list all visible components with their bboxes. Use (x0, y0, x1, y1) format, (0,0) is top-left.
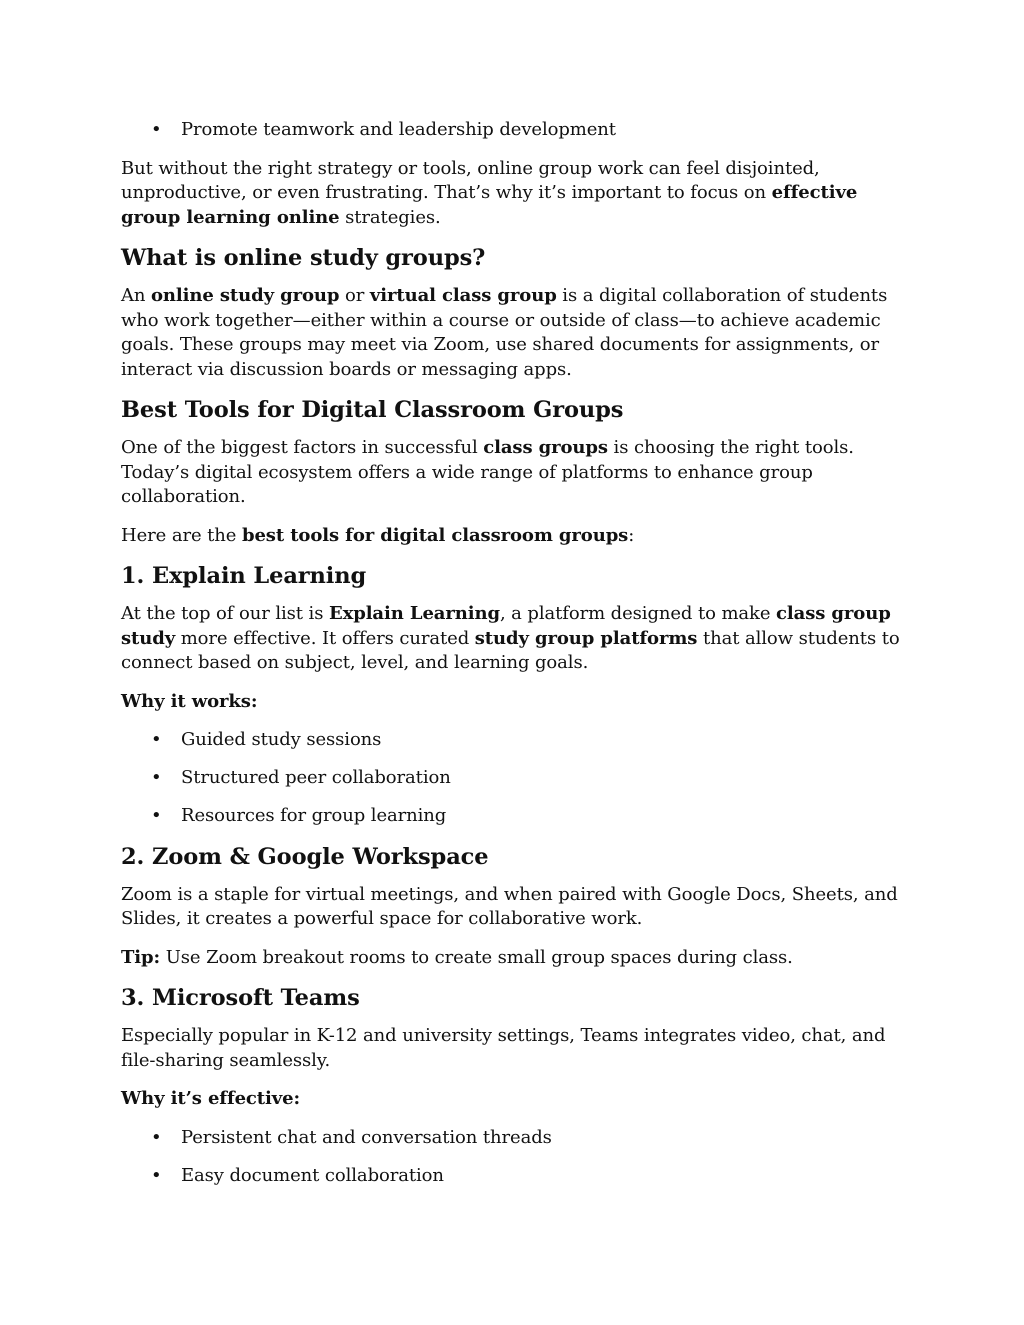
list-item: • Resources for group learning (121, 804, 901, 829)
zoom-paragraph: Zoom is a staple for virtual meetings, and when paired with Google Docs, Sheets, and Slides, it creates a powerful space for collaborative work. (121, 883, 898, 929)
strategy-paragraph: But without the right strategy or tools, online group work can feel disjointed, unproductive, or even frustrating. That’s why it’s important to focus on effective group learning online strategies. (121, 157, 858, 228)
heading-best-tools: Best Tools for Digital Classroom Groups (121, 397, 624, 423)
why-it-works-label: Why it works: (121, 690, 258, 712)
list-item: • Structured peer collaboration (121, 766, 901, 791)
heading-zoom-google-workspace: 2. Zoom & Google Workspace (121, 843, 489, 870)
here-are-paragraph: Here are the best tools for digital classroom groups: (121, 524, 635, 546)
heading-explain-learning: 1. Explain Learning (121, 563, 367, 589)
explain-paragraph: At the top of our list is Explain Learning, a platform designed to make class group study more effective. It offers curated study group platforms that allow students to connect based on subject, level, and learning goals. (121, 603, 900, 673)
works-bullet-list (121, 728, 901, 829)
what-paragraph: An online study group or virtual class group is a digital collaboration of students who work together—either within a course or outside of class—to achieve academic goals. These groups may meet via Zoom, use shared documents for assignments, or interact via discussion boards or messaging apps. (121, 285, 888, 380)
factors-paragraph: One of the biggest factors in successful class groups is choosing the right tools. Today’s digital ecosystem offers a wide range of platforms to enhance group collaboration. (121, 437, 854, 507)
list-item: • Guided study sessions (121, 728, 901, 753)
list-item: • Easy document collaboration (121, 1164, 901, 1189)
effective-bullet-list (121, 1126, 901, 1189)
intro-bullet-list (121, 118, 901, 143)
list-item: • Persistent chat and conversation threads (121, 1126, 901, 1151)
list-item: • Promote teamwork and leadership development (121, 118, 901, 143)
teams-paragraph: Especially popular in K-12 and university settings, Teams integrates video, chat, and file-sharing seamlessly. (121, 1025, 886, 1071)
why-its-effective-label: Why it’s effective: (121, 1088, 301, 1109)
tip-paragraph: Tip: Use Zoom breakout rooms to create small group spaces during class. (121, 946, 793, 968)
heading-microsoft-teams: 3. Microsoft Teams (121, 985, 360, 1011)
heading-what-is-online-study-groups: What is online study groups? (121, 245, 486, 271)
document-content (121, 118, 901, 1202)
